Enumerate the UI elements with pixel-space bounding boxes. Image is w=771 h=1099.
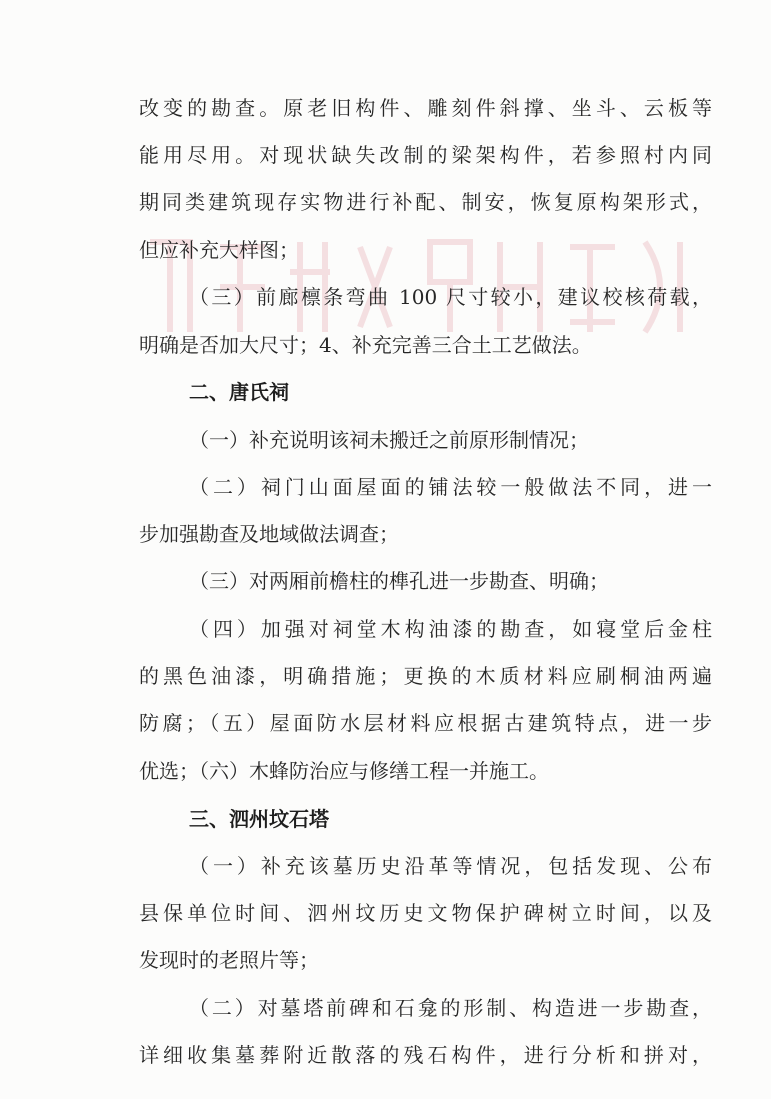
text-line: 详细收集墓葬附近散落的残石构件，进行分析和拼对， [139, 1043, 712, 1067]
text-line: 但应补充大样图； [139, 238, 299, 262]
text-line: 期同类建筑现存实物进行补配、制安，恢复原构架形式， [139, 190, 712, 214]
text-line: （三）对两厢前檐柱的榫孔进一步勘查、明确； [189, 569, 609, 593]
section-heading: 三、泗州坟石塔 [189, 807, 329, 831]
text-line: 发现时的老照片等； [139, 948, 319, 972]
text-line: （三）前廊檩条弯曲 100 尺寸较小，建议校核荷载， [189, 285, 712, 309]
text-line: 县保单位时间、泗州坟历史文物保护碑树立时间，以及 [139, 901, 712, 925]
text-line: 优选；（六）木蜂防治应与修缮工程一并施工。 [139, 759, 549, 783]
text-line: 改变的勘查。原老旧构件、雕刻件斜撑、坐斗、云板等 [139, 96, 712, 120]
text-line: （一）补充该墓历史沿革等情况，包括发现、公布 [189, 854, 712, 878]
section-heading: 二、唐氏祠 [189, 380, 289, 404]
text-line: 明确是否加大尺寸；4、补充完善三合土工艺做法。 [139, 333, 592, 357]
text-line: 能用尽用。对现状缺失改制的梁架构件，若参照村内同 [139, 143, 712, 167]
text-line: 防腐；（五）屋面防水层材料应根据古建筑特点，进一步 [139, 711, 712, 735]
text-line: 的黑色油漆，明确措施；更换的木质材料应刷桐油两遍 [139, 664, 712, 688]
text-line: 步加强勘查及地域做法调查； [139, 522, 399, 546]
text-line: （二）祠门山面屋面的铺法较一般做法不同，进一 [189, 475, 712, 499]
text-line: （一）补充说明该祠未搬迁之前原形制情况； [189, 428, 589, 452]
text-line: （二）对墓塔前碑和石龛的形制、构造进一步勘查， [189, 996, 712, 1020]
text-line: （四）加强对祠堂木构油漆的勘查，如寝堂后金柱 [189, 617, 712, 641]
